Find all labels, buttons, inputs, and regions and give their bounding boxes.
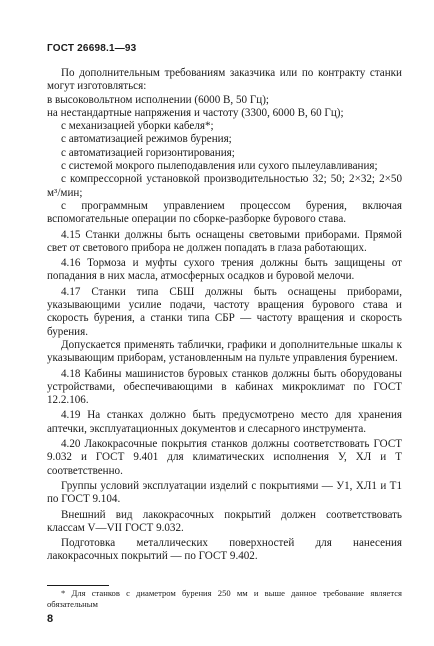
page-number: 8 [47, 613, 54, 625]
list-item: с программным управлением процессом бурения, включая вспомогательные операции по сборке-разборке бурового става. [47, 199, 402, 226]
standard-header: ГОСТ 26698.1—93 [47, 43, 137, 54]
paragraph: Подготовка металлических поверхностей для нанесения лакокрасочных покрытий — по ГОСТ 9.402. [47, 537, 402, 563]
document-body [47, 67, 402, 564]
intro-paragraph: По дополнительным требованиям заказчика или по контракту станки могут изготовляться: [47, 67, 402, 93]
list-item: в высоковольтном исполнении (6000 В, 50 Гц); [47, 93, 269, 106]
footnote-rule [47, 585, 109, 586]
list-item: с системой мокрого пылеподавления или сухого пылеулавливания; [61, 160, 378, 173]
footnote: * Для станков с диаметром бурения 250 мм и выше данное требование является обязательным [47, 588, 402, 609]
clause-4-19: 4.19 На станках должно быть предусмотрено место для хранения аптечки, эксплуатационных документов и слесарного инструмента. [47, 409, 402, 435]
clause-4-18: 4.18 Кабины машинистов буровых станков должны быть оборудованы устройствами, обеспечивающими в кабинах микроклимат по ГОСТ 12.2.106. [47, 367, 402, 407]
clause-4-15: 4.15 Станки должны быть оснащены световыми приборами. Прямой свет от светового прибора не должен попадать в глаза работающих. [47, 228, 402, 254]
clause-4-17: 4.17 Станки типа СБШ должны быть оснащены приборами, указывающими усилие подачи, частоту вращения бурового става и скорость бурения, а станки типа СБР — частоту вращения и скорость бурения. [47, 285, 402, 338]
paragraph: Допускается применять таблички, графики и дополнительные шкалы к указывающим приборам, установленным на пульте управления бурением. [47, 338, 402, 365]
clause-4-16: 4.16 Тормоза и муфты сухого трения должны быть защищены от попадания в них масла, атмосферных осадков и буровой мелочи. [47, 257, 402, 283]
list-item: с автоматизацией горизонтирования; [61, 146, 235, 159]
clause-4-20: 4.20 Лакокрасочные покрытия станков должны соответствовать ГОСТ 9.032 и ГОСТ 9.401 для климатических исполнения У, ХЛ и Т соответственно. [47, 438, 402, 477]
list-item: с компрессорной установкой производительностью 32; 50; 2×32; 2×50 м³/мин; [47, 173, 402, 199]
list-item: с автоматизацией режимов бурения; [61, 133, 232, 146]
paragraph: Внешний вид лакокрасочных покрытий должен соответствовать классам V—VII ГОСТ 9.032. [47, 508, 402, 534]
list-item: на нестандартные напряжения и частоту (3300, 6000 В, 60 Гц); [47, 106, 344, 119]
list-item: с механизацией уборки кабеля*; [61, 120, 214, 133]
paragraph: Группы условий эксплуатации изделий с покрытиями — У1, ХЛ1 и Т1 по ГОСТ 9.104. [47, 479, 402, 506]
